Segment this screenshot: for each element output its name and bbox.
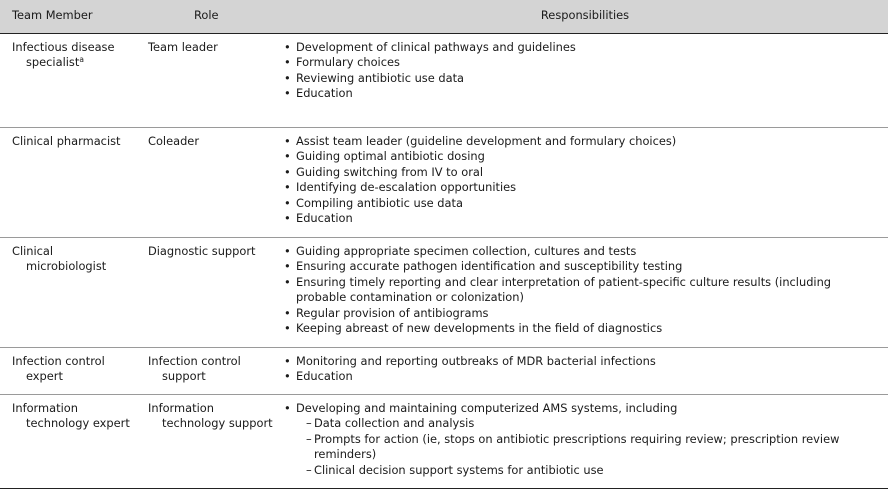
bullet-icon: • xyxy=(284,353,291,368)
responsibility-text: Keeping abreast of new developments in the field of diagnostics xyxy=(296,321,663,336)
header-team-member: Team Member xyxy=(0,0,136,33)
dash-icon: – xyxy=(306,431,312,446)
responsibilities-cell xyxy=(282,33,888,127)
team-member-name: Infectious disease specialist xyxy=(12,39,115,70)
header-responsibilities: Responsibilities xyxy=(282,0,888,33)
responsibility-item xyxy=(282,196,880,212)
bullet-icon: • xyxy=(284,70,291,85)
table-body xyxy=(0,33,888,488)
responsibility-item xyxy=(282,259,880,275)
bullet-icon: • xyxy=(284,195,291,210)
responsibility-item xyxy=(282,369,880,385)
responsibility-item xyxy=(282,165,880,181)
dash-icon: – xyxy=(306,416,312,431)
bullet-icon: • xyxy=(284,274,291,289)
table-row xyxy=(0,237,888,347)
role-text: Diagnostic support xyxy=(148,243,256,258)
team-member-name: Clinical microbiologist xyxy=(12,243,107,274)
dash-icon: – xyxy=(306,462,312,477)
team-member-cell xyxy=(0,394,136,488)
responsibility-text: Monitoring and reporting outbreaks of MDR bacterial infections xyxy=(296,353,656,368)
sub-item-list xyxy=(282,416,880,478)
sub-item-text: Prompts for action (ie, stops on antibiotic prescriptions requiring review; prescription review reminders) xyxy=(314,431,840,462)
responsibility-item xyxy=(282,244,880,260)
table-row xyxy=(0,127,888,237)
role-cell xyxy=(136,33,282,127)
responsibility-item xyxy=(282,40,880,56)
responsibilities-cell xyxy=(282,394,888,488)
bullet-icon: • xyxy=(284,305,291,320)
table-row xyxy=(0,33,888,127)
sub-item-text: Data collection and analysis xyxy=(314,416,475,431)
bullet-icon: • xyxy=(284,321,291,336)
responsibility-item xyxy=(282,354,880,370)
bullet-icon: • xyxy=(284,55,291,70)
bullet-icon: • xyxy=(284,369,291,384)
sub-item xyxy=(282,416,880,432)
sub-item-text: Clinical decision support systems for antibiotic use xyxy=(314,462,604,477)
role-text: Information technology support xyxy=(148,400,273,431)
bullet-icon: • xyxy=(284,259,291,274)
header-role: Role xyxy=(136,0,282,33)
responsibilities-cell xyxy=(282,127,888,237)
responsibility-item xyxy=(282,321,880,337)
role-text: Infection control support xyxy=(148,353,241,384)
role-cell xyxy=(136,237,282,347)
bullet-icon: • xyxy=(284,243,291,258)
bullet-icon: • xyxy=(284,164,291,179)
responsibility-text: Regular provision of antibiograms xyxy=(296,305,489,320)
responsibility-list xyxy=(282,134,880,228)
bullet-icon: • xyxy=(284,211,291,226)
responsibility-item xyxy=(282,149,880,165)
responsibility-text: Identifying de-escalation opportunities xyxy=(296,180,517,195)
team-member-cell xyxy=(0,237,136,347)
responsibility-item xyxy=(282,134,880,150)
table-header xyxy=(0,0,888,33)
responsibility-text: Guiding switching from IV to oral xyxy=(296,164,484,179)
responsibility-item xyxy=(282,211,880,227)
responsibilities-cell xyxy=(282,347,888,394)
responsibility-text: Guiding optimal antibiotic dosing xyxy=(296,149,485,164)
table-row xyxy=(0,394,888,488)
responsibility-list xyxy=(282,401,880,479)
responsibilities-cell xyxy=(282,237,888,347)
team-member-name: Information technology expert xyxy=(12,400,130,431)
responsibility-item xyxy=(282,275,880,306)
responsibility-text: Education xyxy=(296,369,353,384)
footnote-marker: a xyxy=(79,55,84,65)
responsibility-text: Reviewing antibiotic use data xyxy=(296,70,465,85)
team-member-name: Infection control expert xyxy=(12,353,105,384)
role-text: Team leader xyxy=(148,39,218,54)
bullet-icon: • xyxy=(284,39,291,54)
responsibility-list xyxy=(282,40,880,102)
team-member-name: Clinical pharmacist xyxy=(12,133,121,148)
sub-item xyxy=(282,463,880,479)
responsibility-text: Formulary choices xyxy=(296,55,400,70)
role-cell xyxy=(136,127,282,237)
responsibility-text: Ensuring timely reporting and clear interpretation of patient-specific culture results (including probable contamination or colonization) xyxy=(296,274,832,305)
responsibility-text: Development of clinical pathways and guidelines xyxy=(296,39,576,54)
responsibility-list xyxy=(282,244,880,338)
team-member-cell xyxy=(0,127,136,237)
team-member-cell xyxy=(0,33,136,127)
role-cell xyxy=(136,394,282,488)
bullet-icon: • xyxy=(284,86,291,101)
team-member-cell xyxy=(0,347,136,394)
responsibility-item xyxy=(282,401,880,479)
responsibility-item xyxy=(282,71,880,87)
bullet-icon: • xyxy=(284,180,291,195)
role-text: Coleader xyxy=(148,133,199,148)
responsibility-item xyxy=(282,306,880,322)
responsibility-list xyxy=(282,354,880,385)
responsibility-text: Developing and maintaining computerized AMS systems, including xyxy=(296,400,678,415)
sub-item xyxy=(282,432,880,463)
table-row xyxy=(0,347,888,394)
responsibility-item xyxy=(282,180,880,196)
role-cell xyxy=(136,347,282,394)
responsibility-text: Assist team leader (guideline development and formulary choices) xyxy=(296,133,677,148)
header-row xyxy=(0,0,888,33)
responsibility-item xyxy=(282,55,880,71)
bullet-icon: • xyxy=(284,400,291,415)
responsibility-text: Education xyxy=(296,86,353,101)
responsibility-text: Education xyxy=(296,211,353,226)
responsibility-text: Ensuring accurate pathogen identification and susceptibility testing xyxy=(296,259,683,274)
bullet-icon: • xyxy=(284,149,291,164)
responsibility-item xyxy=(282,86,880,102)
responsibility-text: Compiling antibiotic use data xyxy=(296,195,463,210)
responsibility-text: Guiding appropriate specimen collection, cultures and tests xyxy=(296,243,637,258)
bullet-icon: • xyxy=(284,133,291,148)
